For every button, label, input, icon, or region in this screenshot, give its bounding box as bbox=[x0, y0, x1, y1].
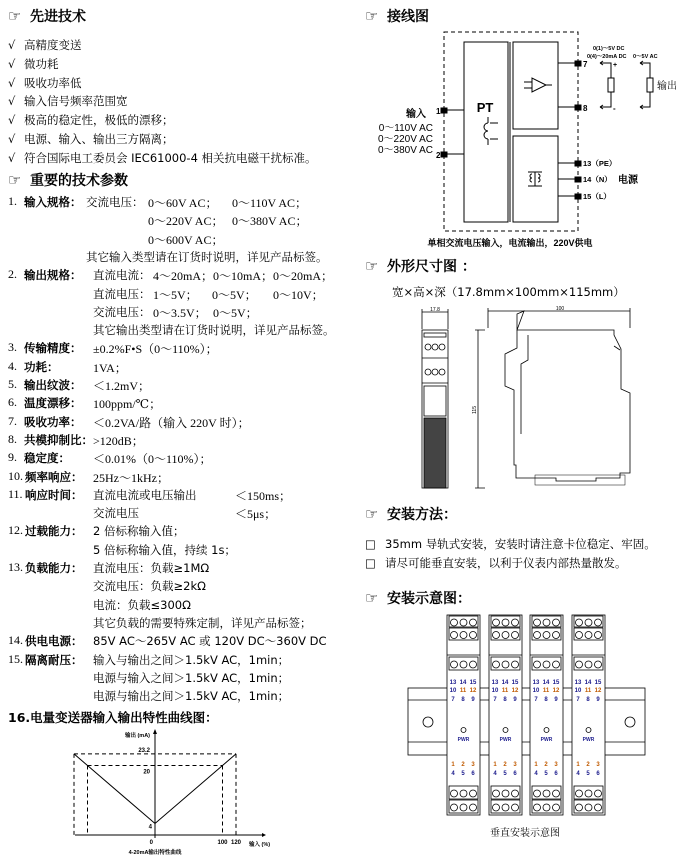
pointing-hand-icon: ☞ bbox=[8, 7, 22, 25]
param-value: 电源与输出之间＞1.5kV AC，1min； bbox=[93, 689, 290, 704]
dimensions-title: 外形尺寸图 ： bbox=[387, 259, 476, 275]
dimensions-subtitle: 宽×高×深（17.8mm×100mm×115mm） bbox=[392, 285, 625, 299]
y-tick-label: 23.2 bbox=[138, 747, 150, 754]
terminal-number: 15 bbox=[552, 680, 560, 686]
dimension-drawing bbox=[400, 300, 640, 495]
terminal-number: 13 bbox=[532, 680, 540, 686]
terminal-number: 11 bbox=[542, 688, 550, 694]
param-value: 0～20mA； bbox=[273, 269, 334, 284]
y-axis-arrow bbox=[153, 729, 157, 734]
param-value: 电流：负载≤300Ω bbox=[93, 597, 191, 612]
terminal-number: 2 bbox=[544, 762, 548, 768]
module-body bbox=[489, 615, 522, 815]
terminal-number: 10 bbox=[491, 688, 499, 694]
feature-item bbox=[8, 56, 59, 72]
param-line bbox=[0, 542, 345, 560]
param-value: 0～3.5V； bbox=[153, 305, 207, 320]
param-label: 供电电源： bbox=[25, 634, 83, 649]
param-14 bbox=[0, 633, 345, 651]
param-type: 直流电压： bbox=[93, 286, 151, 301]
terminal-number: 15 bbox=[469, 680, 477, 686]
param-num: 11. bbox=[8, 486, 23, 501]
param-label: 响应时间： bbox=[25, 487, 83, 502]
terminal-number: 9 bbox=[554, 697, 558, 703]
power-label: 电源 bbox=[618, 175, 638, 186]
param-value: 85V AC～265V AC 或 120V DC～360V DC bbox=[93, 634, 327, 649]
terminal-number: 3 bbox=[513, 762, 517, 768]
terminal-number: 1 bbox=[576, 762, 580, 768]
side-view bbox=[475, 308, 630, 488]
param-4 bbox=[0, 359, 345, 377]
terminal-number: 11 bbox=[501, 688, 509, 694]
terminal-number: 8 bbox=[544, 697, 548, 703]
terminal-label: 14（N） bbox=[583, 175, 612, 184]
checkbox-icon: □ bbox=[365, 556, 376, 570]
param-line bbox=[0, 578, 345, 596]
feature-item bbox=[8, 93, 128, 109]
param-num: 15. bbox=[8, 651, 23, 666]
param-label: 输入规格： bbox=[24, 195, 82, 209]
terminal-number: 4 bbox=[576, 771, 580, 777]
terminal-number: 9 bbox=[596, 697, 600, 703]
dimensions-heading bbox=[365, 256, 476, 276]
param-line bbox=[0, 597, 345, 615]
terminal-number: 8 bbox=[503, 697, 507, 703]
feature-item bbox=[8, 75, 82, 91]
x-tick-label: 0 bbox=[149, 840, 153, 846]
terminal-number: 5 bbox=[461, 771, 465, 777]
param-8 bbox=[0, 432, 345, 450]
x-axis-arrow bbox=[262, 833, 266, 837]
output-dc-range: 0(4)～20mA DC bbox=[587, 54, 627, 60]
param-value: ＜1.2mV； bbox=[93, 379, 151, 393]
param-value: 0～10mA； bbox=[213, 269, 274, 284]
param-value: 25Hz～1kHz； bbox=[93, 470, 169, 485]
terminal-label: 2 bbox=[436, 151, 441, 160]
param-10 bbox=[0, 469, 345, 487]
install-diagram-title: 安装示意图： bbox=[387, 591, 471, 607]
param-value: 2 倍标称输入值； bbox=[93, 524, 185, 539]
minus-sign: - bbox=[613, 104, 616, 113]
param-value: 0～5V； bbox=[213, 305, 258, 320]
param-13 bbox=[0, 560, 345, 578]
rail-mounting-hole bbox=[625, 717, 635, 727]
param-11 bbox=[0, 487, 345, 505]
x-tick-label: 100 bbox=[217, 840, 228, 846]
param-label: 稳定度： bbox=[24, 451, 70, 466]
param-12 bbox=[0, 523, 345, 541]
terminal-number: 10 bbox=[532, 688, 540, 694]
terminal-number: 14 bbox=[501, 680, 509, 686]
coil-icon bbox=[484, 117, 498, 145]
param-value: 1～5V； bbox=[153, 287, 198, 302]
input-range: 0～110V AC bbox=[378, 123, 433, 134]
terminal-label: 8 bbox=[583, 104, 588, 113]
wiring-caption: 单相交流电压输入，电流输出，220V供电 bbox=[427, 238, 593, 248]
install-heading bbox=[365, 504, 457, 524]
terminal-number: 7 bbox=[451, 697, 455, 703]
amplifier-icon bbox=[524, 78, 552, 92]
param-value: 0～380V AC； bbox=[232, 214, 308, 229]
pwr-label: PWR bbox=[499, 737, 512, 743]
front-view bbox=[422, 309, 448, 488]
install-item bbox=[365, 536, 656, 552]
feature-text: 输入信号频率范围宽 bbox=[24, 94, 128, 109]
param-type: 交流电压 bbox=[93, 506, 139, 521]
load-resistor bbox=[608, 78, 614, 92]
module bbox=[530, 615, 563, 815]
terminal-number: 10 bbox=[574, 688, 582, 694]
terminal-number: 2 bbox=[461, 762, 465, 768]
terminal-number: 14 bbox=[542, 680, 550, 686]
depth-dimension-label: 100 bbox=[555, 306, 565, 312]
terminal-label: 15（L） bbox=[583, 192, 611, 201]
param-label: 过载能力： bbox=[25, 524, 83, 539]
terminal-number: 11 bbox=[459, 688, 467, 694]
param-2 bbox=[0, 267, 345, 285]
pointing-hand-icon: ☞ bbox=[8, 171, 22, 189]
param-type: 直流电流或电压输出 bbox=[93, 487, 197, 502]
chart-caption: 4-20mA输出特性曲线 bbox=[128, 850, 182, 855]
param-1 bbox=[0, 194, 345, 212]
param-value: 1VA； bbox=[93, 360, 127, 375]
param-9 bbox=[0, 450, 345, 468]
install-item-text: 请尽可能垂直安装，以利于仪表内部热量散发。 bbox=[385, 556, 627, 570]
param-value: 4～20mA； bbox=[153, 269, 214, 284]
param-7 bbox=[0, 414, 345, 432]
param-num: 7. bbox=[8, 413, 17, 428]
rail-mounting-hole bbox=[423, 717, 433, 727]
feature-item bbox=[8, 131, 174, 147]
param-value: 输入与输出之间＞1.5kV AC，1min； bbox=[93, 652, 290, 667]
param-num: 12. bbox=[8, 523, 23, 538]
curve-heading: 16.电量变送器输入输出特性曲线图： bbox=[8, 710, 218, 725]
param-value: 0～10V； bbox=[273, 287, 324, 302]
terminal-number: 8 bbox=[461, 697, 465, 703]
param-label: 输出纹波： bbox=[24, 378, 82, 392]
param-type: 交流电压： bbox=[93, 304, 151, 319]
input-range: 0～380V AC bbox=[377, 145, 433, 156]
param-num: 3. bbox=[8, 340, 17, 355]
param-value: 电源与输入之间＞1.5kV AC，1min； bbox=[93, 670, 290, 685]
pointing-hand-icon: ☞ bbox=[365, 7, 379, 25]
output-label: 输出 bbox=[657, 81, 677, 92]
output-ac-range: 0～5V AC bbox=[633, 54, 658, 60]
pointing-hand-icon: ☞ bbox=[365, 589, 379, 607]
load-resistor bbox=[647, 78, 653, 92]
param-label: 传输精度： bbox=[24, 341, 82, 356]
pointing-hand-icon: ☞ bbox=[365, 505, 379, 523]
transformer-icon bbox=[528, 172, 542, 186]
width-dimension-label: 17.8 bbox=[430, 307, 440, 313]
param-num: 13. bbox=[8, 560, 23, 574]
feature-text: 极高的稳定性，极低的漂移； bbox=[24, 113, 174, 128]
param-type: 交流电压： bbox=[86, 195, 144, 209]
install-diagram bbox=[400, 605, 660, 855]
feature-item bbox=[8, 150, 317, 166]
feature-item bbox=[8, 37, 82, 53]
param-5 bbox=[0, 377, 345, 395]
param-note: 其它输出类型请在订货时说明，详见产品标签。 bbox=[93, 323, 335, 338]
terminal-number: 13 bbox=[449, 680, 457, 686]
wiring-title: 接线图 bbox=[387, 9, 429, 25]
feature-item bbox=[8, 112, 174, 128]
feature-text: 吸收功率低 bbox=[24, 75, 82, 90]
terminal-number: 14 bbox=[459, 680, 467, 686]
terminal-number: 11 bbox=[584, 688, 592, 694]
param-value: ＜150ms； bbox=[235, 488, 292, 503]
terminal-number: 1 bbox=[534, 762, 538, 768]
param-label: 隔离耐压： bbox=[25, 652, 83, 667]
terminal-number: 7 bbox=[534, 697, 538, 703]
terminal-number: 15 bbox=[511, 680, 519, 686]
plus-sign: + bbox=[613, 62, 618, 69]
param-type: 直流电流： bbox=[93, 268, 151, 283]
module-body bbox=[530, 615, 563, 815]
module bbox=[572, 615, 605, 815]
terminal-number: 7 bbox=[493, 697, 497, 703]
terminal-number: 3 bbox=[596, 762, 600, 768]
module bbox=[447, 615, 480, 815]
param-line bbox=[0, 688, 345, 706]
param-label: 吸收功率： bbox=[24, 414, 82, 429]
param-value: 直流电压：负载≥1MΩ bbox=[93, 561, 210, 575]
param-num: 2. bbox=[8, 267, 17, 282]
param-value: 交流电压：负载≥2kΩ bbox=[93, 579, 206, 594]
terminal-number: 2 bbox=[586, 762, 590, 768]
feature-text: 微功耗 bbox=[24, 56, 59, 71]
terminal-number: 2 bbox=[503, 762, 507, 768]
terminal-number: 3 bbox=[471, 762, 475, 768]
install-item-text: 35mm 导轨式安装，安装时请注意卡位稳定、牢固。 bbox=[385, 537, 656, 551]
input-label: 输入 bbox=[406, 109, 426, 120]
terminal-number: 5 bbox=[544, 771, 548, 777]
wiring-diagram bbox=[360, 25, 681, 250]
pt-block bbox=[464, 42, 508, 222]
check-icon: √ bbox=[8, 113, 16, 128]
terminal-number: 1 bbox=[451, 762, 455, 768]
pwr-label: PWR bbox=[457, 737, 470, 743]
param-num: 14. bbox=[8, 633, 23, 648]
wiring-heading bbox=[365, 6, 429, 26]
terminal-number: 14 bbox=[584, 680, 592, 686]
check-icon: √ bbox=[8, 132, 16, 146]
diagram-group bbox=[408, 615, 645, 839]
param-num: 4. bbox=[8, 358, 17, 373]
param-value: 5 倍标称输入值，持续 1s； bbox=[93, 542, 236, 557]
terminal-label: 7 bbox=[583, 60, 588, 69]
params-heading bbox=[8, 170, 128, 190]
install-title: 安装方法： bbox=[387, 507, 457, 523]
param-num: 6. bbox=[8, 395, 17, 410]
feature-text: 电源、输入、输出三方隔离； bbox=[24, 132, 174, 146]
terminal-number: 7 bbox=[576, 697, 580, 703]
input-range: 0～220V AC bbox=[377, 134, 433, 145]
param-num: 1. bbox=[8, 194, 17, 208]
terminal-number: 5 bbox=[503, 771, 507, 777]
param-value: >120dB； bbox=[93, 433, 144, 448]
terminal-number: 6 bbox=[513, 771, 517, 777]
param-value: 0～600V AC； bbox=[148, 232, 224, 247]
install-item bbox=[365, 555, 627, 571]
module-body bbox=[572, 615, 605, 815]
pt-label: PT bbox=[476, 100, 494, 115]
terminal-number: 4 bbox=[534, 771, 538, 777]
y-tick-label: 4 bbox=[148, 824, 152, 831]
param-value: ±0.2%F•S（0～110%）； bbox=[93, 342, 218, 357]
terminal-number: 1 bbox=[493, 762, 497, 768]
terminal-number: 6 bbox=[596, 771, 600, 777]
module-body bbox=[447, 615, 480, 815]
y-tick-label: 20 bbox=[143, 769, 150, 776]
terminal-number: 6 bbox=[554, 771, 558, 777]
param-num: 8. bbox=[8, 431, 17, 446]
feature-text: 符合国际电工委员会 IEC61000-4 相关抗电磁干扰标准。 bbox=[24, 150, 317, 165]
param-15 bbox=[0, 652, 345, 670]
terminal-number: 9 bbox=[513, 697, 517, 703]
param-num: 5. bbox=[8, 377, 17, 391]
param-value: 0～5V； bbox=[212, 287, 257, 302]
x-tick-label: 120 bbox=[230, 840, 242, 846]
terminal-number: 12 bbox=[469, 688, 477, 694]
terminal-label: 1 bbox=[436, 107, 441, 116]
pwr-label: PWR bbox=[582, 737, 595, 743]
terminal-number: 12 bbox=[594, 688, 602, 694]
param-line bbox=[0, 670, 345, 688]
param-value: 0～110V AC； bbox=[232, 196, 308, 210]
height-dimension-label: 115 bbox=[472, 406, 478, 414]
check-icon: √ bbox=[8, 94, 16, 109]
pointing-hand-icon: ☞ bbox=[365, 257, 379, 275]
param-value: ＜0.01%（0～110%）； bbox=[93, 452, 212, 467]
terminal-number: 12 bbox=[552, 688, 560, 694]
param-label: 温度漂移： bbox=[24, 396, 82, 411]
characteristic-curve-chart bbox=[0, 725, 300, 855]
param-note: 其它输入类型请在订货时说明，详见产品标签。 bbox=[86, 249, 328, 264]
terminal-number: 8 bbox=[586, 697, 590, 703]
param-value: 0～60V AC； bbox=[148, 196, 218, 210]
terminal-number: 5 bbox=[586, 771, 590, 777]
param-value: 其它负载的需要特殊定制，详见产品标签； bbox=[93, 615, 312, 630]
terminal-number: 13 bbox=[491, 680, 499, 686]
terminal-number: 9 bbox=[471, 697, 475, 703]
param-value: 100ppm/℃； bbox=[93, 397, 162, 412]
param-line bbox=[0, 615, 345, 633]
param-label: 负载能力： bbox=[25, 561, 83, 575]
params-title: 重要的技术参数 bbox=[30, 173, 128, 189]
features-heading bbox=[8, 6, 86, 26]
features-title: 先进技术 bbox=[30, 9, 86, 25]
param-num: 10. bbox=[8, 468, 23, 483]
terminal-number: 13 bbox=[574, 680, 582, 686]
param-num: 9. bbox=[8, 450, 17, 465]
install-diagram-caption: 垂直安装示意图 bbox=[490, 828, 560, 839]
terminal-number: 10 bbox=[449, 688, 457, 694]
terminal-number: 4 bbox=[493, 771, 497, 777]
terminal-number: 4 bbox=[451, 771, 455, 777]
param-label: 输出规格： bbox=[24, 268, 82, 283]
terminal-number: 6 bbox=[471, 771, 475, 777]
din-rail bbox=[408, 688, 645, 755]
check-icon: √ bbox=[8, 150, 16, 165]
check-icon: √ bbox=[8, 56, 16, 71]
param-label: 功耗： bbox=[24, 359, 59, 374]
pwr-label: PWR bbox=[540, 737, 553, 743]
param-3 bbox=[0, 340, 345, 358]
param-value: 0～220V AC； bbox=[148, 214, 224, 229]
terminal-number: 12 bbox=[511, 688, 519, 694]
terminal-number: 3 bbox=[554, 762, 558, 768]
terminal-number: 15 bbox=[594, 680, 602, 686]
param-label: 频率响应： bbox=[25, 469, 83, 484]
check-icon: √ bbox=[8, 75, 16, 90]
check-icon: √ bbox=[8, 38, 16, 52]
checkbox-icon: □ bbox=[365, 537, 376, 551]
param-value: ＜5μs； bbox=[235, 507, 277, 522]
param-label: 共模抑制比： bbox=[24, 432, 93, 447]
feature-text: 高精度变送 bbox=[24, 38, 82, 52]
y-axis-label: 输出 (mA) bbox=[124, 733, 150, 739]
x-axis-label: 输入 (%) bbox=[249, 842, 271, 848]
output-dc-range: 0(1)～5V DC bbox=[593, 46, 625, 52]
module bbox=[489, 615, 522, 815]
param-6 bbox=[0, 395, 345, 413]
terminal-label: 13（PE） bbox=[583, 159, 617, 168]
param-value: ＜0.2VA/路（输入 220V 时）； bbox=[93, 415, 250, 430]
